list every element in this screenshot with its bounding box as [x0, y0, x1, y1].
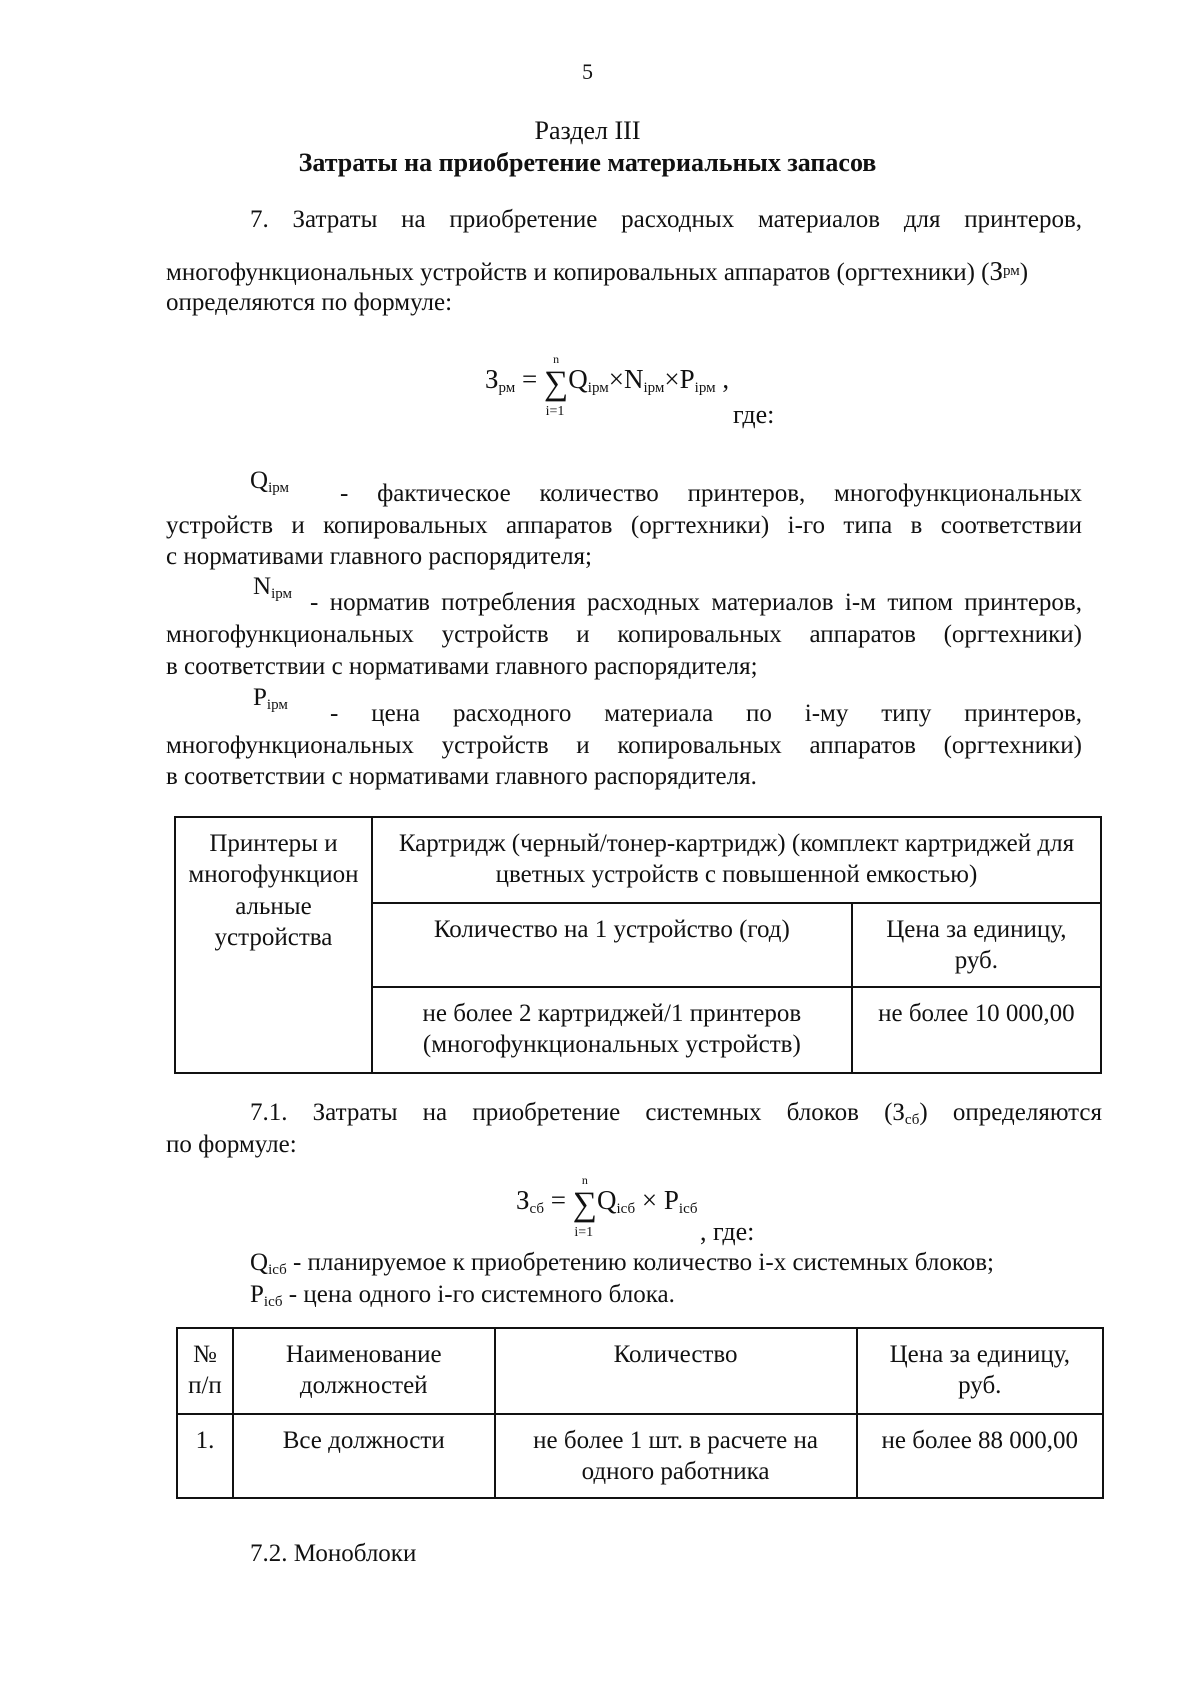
p7-symbol [990, 256, 1020, 286]
t1-row-price: не более 10 000,00 [852, 987, 1101, 1073]
t2-h-price-l2: руб. [958, 1372, 1002, 1400]
p71-line1-b: ) определяются [919, 1099, 1102, 1126]
section-label: Раздел III [534, 116, 641, 145]
t2-h-name-l1: Наименование [285, 1341, 442, 1368]
t1-group-header: Картридж (черный/тонер-картридж) (комплект картриджей для цветных устройств с повышенной емкостью) [372, 817, 1101, 903]
f2-sum-sym: ∑ [572, 1186, 597, 1223]
def-n-sub: iрм [271, 586, 292, 602]
f2-sum [572, 1173, 597, 1240]
t2-h-num-l2: п/п [188, 1372, 222, 1400]
f2-p: P [663, 1185, 679, 1215]
t1-col1-l2: многофункцион [188, 861, 359, 889]
table-row [177, 1414, 1103, 1498]
f1-q: Q [568, 364, 588, 394]
f2-where: , где: [700, 1217, 755, 1246]
page-number: 5 [582, 59, 593, 84]
def-q-symbol [250, 465, 289, 498]
t1-sub-price-l2: руб. [954, 947, 999, 975]
formula-1 [485, 352, 730, 419]
f2-p-sub: iсб [678, 1201, 698, 1217]
f2-lhs: З [516, 1185, 530, 1215]
f1-where: где: [733, 400, 775, 429]
table-row [177, 1328, 1103, 1414]
table-row [175, 817, 1101, 903]
t1-sub-qty: Количество на 1 устройство (год) [372, 903, 852, 987]
def-q-line3: с нормативами главного распорядителя; [166, 543, 593, 570]
def2-p-line [250, 1279, 675, 1312]
def-p-symbol [253, 682, 288, 715]
p71-line1-a: 7.1. Затраты на приобретение системных блоков (З [250, 1099, 905, 1126]
t2-r-qty-l2: одного работника [581, 1458, 770, 1486]
f1-p: P [679, 364, 695, 394]
f1-sum-top: n [553, 352, 560, 366]
f2-lhs-sub: сб [529, 1201, 545, 1217]
t1-col1-l4: устройства [214, 923, 333, 951]
f1-lhs-sub: рм [498, 380, 516, 396]
t1-col1-header [175, 817, 372, 1073]
def2-q-sub: iсб [268, 1262, 287, 1278]
f1-sum [544, 352, 569, 419]
f1-q-sub: iрм [587, 380, 609, 396]
f2-sum-bottom: i=1 [574, 1225, 594, 1240]
def-n-line2: многофункциональных устройств и копировальных аппаратов (оргтехники) [166, 621, 1082, 648]
f1-sum-bottom: i=1 [545, 404, 565, 419]
def-p-line1: - цена расходного материала по i-му типу принтеров, [330, 700, 1082, 727]
f1-eq: = [515, 364, 545, 394]
p71-line1 [250, 1097, 1102, 1130]
def-p-line3: в соответствии с нормативами главного распорядителя. [166, 763, 757, 790]
t2-r-name: Все должности [233, 1414, 495, 1498]
f2-eq: = [544, 1185, 573, 1215]
f1-n: N [623, 364, 644, 394]
def-p-sub: iрм [266, 697, 288, 713]
t2-r-qty [495, 1414, 857, 1498]
f1-p-sub: iрм [694, 380, 716, 396]
t1-sub-price-l1: Цена за единицу, [886, 916, 1067, 943]
t2-h-name [233, 1328, 495, 1414]
t2-h-name-l2: должностей [299, 1372, 428, 1400]
p7-symbol-sub: рм [1003, 263, 1020, 279]
f1-times-2: × [664, 364, 680, 394]
p72-heading: 7.2. Моноблоки [250, 1540, 417, 1567]
f2-q-sub: iсб [616, 1201, 636, 1217]
def-q-line2: устройств и копировальных аппаратов (оргтехники) i-го типа в соответствии [166, 512, 1082, 539]
def-p-line2: многофункциональных устройств и копировальных аппаратов (оргтехники) [166, 732, 1082, 759]
def-q-sub: iрм [268, 480, 289, 496]
t2-r-num: 1. [177, 1414, 233, 1498]
t2-h-qty: Количество [495, 1328, 857, 1414]
system-units-table [176, 1327, 1104, 1499]
p7-line3: определяются по формуле: [166, 289, 453, 316]
def-n-sym: N [253, 573, 272, 600]
t2-h-num-l1: № [193, 1341, 217, 1368]
def-q-sym: Q [250, 467, 269, 494]
t2-h-price-l1: Цена за единицу, [889, 1341, 1070, 1368]
t2-h-price [857, 1328, 1103, 1414]
t2-r-qty-l1: не более 1 шт. в расчете на [533, 1427, 818, 1454]
f2-q: Q [597, 1185, 617, 1215]
p7-line2-text: многофункциональных устройств и копировальных аппаратов (оргтехники) ( [166, 259, 990, 286]
p7-line2-end: ) [1019, 259, 1029, 286]
def-q-line1: - фактическое количество принтеров, многофункциональных [340, 480, 1082, 507]
f1-lhs: З [485, 364, 499, 394]
t1-row-qty [372, 987, 852, 1073]
t2-h-num [177, 1328, 233, 1414]
def-n-line1: - норматив потребления расходных материалов i-м типом принтеров, [310, 589, 1082, 616]
def2-p-sym: P [250, 1281, 264, 1308]
def-n-line3: в соответствии с нормативами главного распорядителя; [166, 653, 758, 680]
def2-q-sym: Q [250, 1249, 269, 1276]
section-title: Затраты на приобретение материальных запасов [298, 148, 877, 177]
f2-sum-top: n [581, 1173, 588, 1187]
def2-q-line [250, 1247, 994, 1280]
t1-sub-price [852, 903, 1101, 987]
def2-p-text: - цена одного i-го системного блока. [282, 1281, 675, 1308]
def-p-sym: P [253, 684, 267, 711]
p71-line2: по формуле: [166, 1131, 297, 1158]
f1-n-sub: iрм [643, 380, 665, 396]
def-n-symbol [253, 571, 292, 604]
def2-q-text: - планируемое к приобретению количество i-х системных блоков; [286, 1249, 994, 1276]
t1-row-qty-l1: не более 2 картриджей/1 принтеров [422, 1000, 802, 1027]
p7-line1: 7. Затраты на приобретение расходных материалов для принтеров, [250, 206, 1082, 233]
p71-line1-sub: сб [904, 1112, 920, 1128]
t1-row-qty-l2: (многофункциональных устройств) [422, 1031, 801, 1059]
def2-p-sub: iсб [263, 1294, 283, 1310]
p7-symbol-main: З [989, 256, 1004, 286]
f2-times: × [635, 1185, 664, 1215]
f1-sum-sym: ∑ [544, 365, 569, 402]
f1-tail: , [715, 364, 730, 394]
t1-col1-l3: альные [235, 892, 312, 920]
f1-times-1: × [608, 364, 624, 394]
p7-line2 [166, 254, 1096, 290]
formula-2 [516, 1173, 698, 1240]
t2-r-price: не более 88 000,00 [857, 1414, 1103, 1498]
t1-col1-l1: Принтеры и [209, 830, 338, 857]
cartridge-table [174, 816, 1102, 1074]
